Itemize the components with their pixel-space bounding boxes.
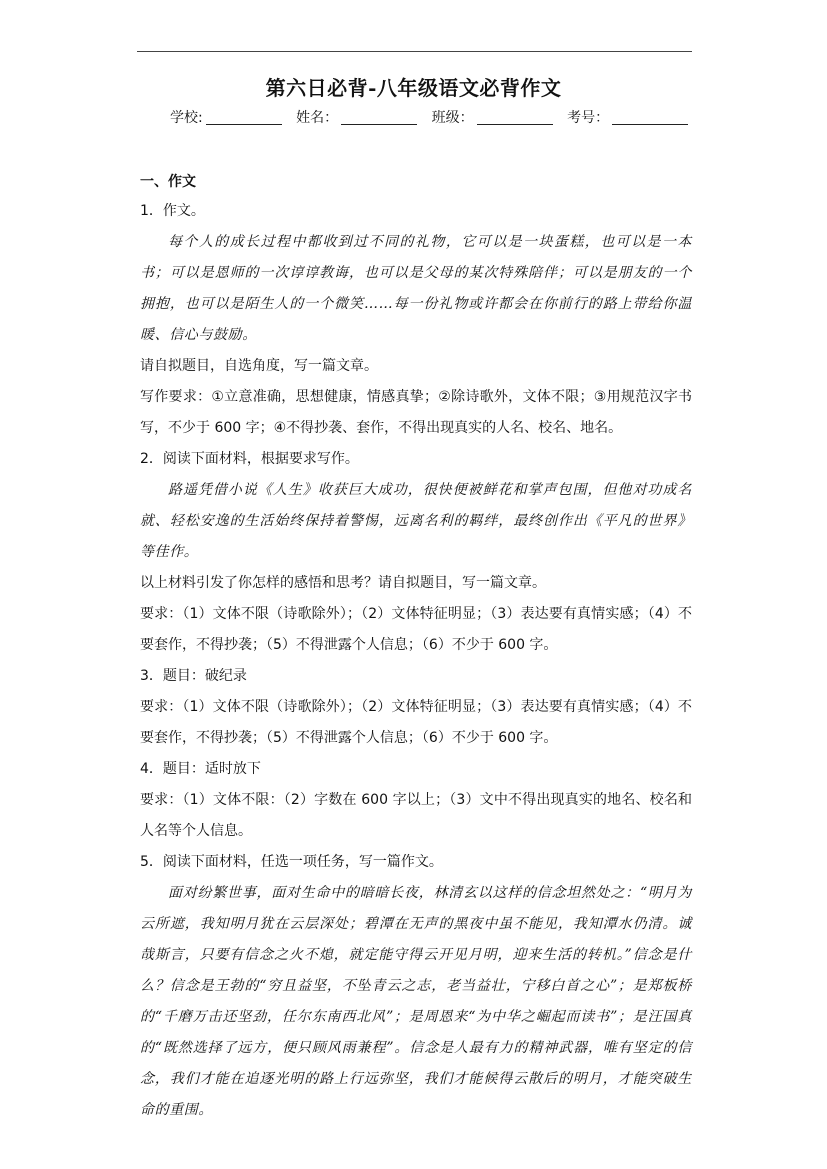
question-2-label: 2．阅读下面材料，根据要求写作。 [140, 451, 359, 467]
school-field [170, 107, 282, 127]
question-1-requirements: 写作要求：①立意准确，思想健康，情感真挚；②除诗歌外，文体不限；③用规范汉字书写，不少于 600 字；④不得抄袭、套作，不得出现真实的人名、校名、地名。 [140, 389, 692, 436]
question-2-instruction: 以上材料引发了你怎样的感悟和思考？请自拟题目，写一篇文章。 [140, 575, 546, 591]
exam-number-label: 考号： [567, 110, 610, 126]
class-field [432, 107, 553, 127]
question-1-instruction: 请自拟题目，自选角度，写一篇文章。 [140, 358, 378, 374]
question-2-material: 路遥凭借小说《人生》收获巨大成功，很快便被鲜花和掌声包围，但他对功成名就、轻松安逸的生活始终保持着警惕，远离名利的羁绊，最终创作出《平凡的世界》等佳作。 [140, 482, 692, 560]
name-blank[interactable] [341, 110, 417, 125]
name-field [296, 107, 417, 127]
exam-number-field [567, 107, 688, 127]
question-5-material: 面对纷繁世事，面对生命中的暗暗长夜，林清玄以这样的信念坦然处之：“明月为云所遮，我知明月犹在云层深处；碧潭在无声的黑夜中虽不能见，我知潭水仍清。诚哉斯言，只要有信念之火不熄，就定能守得云开见月明，迎来生活的转机。”信念是什么？信念是王勃的“穷且益坚，不坠青云之志，老当益壮，宁移白首之心”；是郑板桥的“千磨万击还坚劲，任尔东南西北风”；是周恩来“为中华之崛起而读书”；是汪国真的“既然选择了远方，便只顾风雨兼程”。信念是人最有力的精神武器，唯有坚定的信念，我们才能在追逐光明的路上行远弥坚，我们才能候得云散后的明月，才能突破生命的重围。 [140, 885, 692, 1118]
document-body [140, 168, 692, 1126]
question-5-label: 5．阅读下面材料，任选一项任务，写一篇作文。 [140, 854, 443, 870]
page-title: 第六日必背-八年级语文必背作文 [265, 76, 562, 100]
header-rule [137, 51, 692, 52]
school-blank[interactable] [206, 110, 282, 125]
question-4-label: 4．题目：适时放下 [140, 761, 261, 777]
class-label: 班级： [431, 110, 474, 126]
section-heading: 一、作文 [140, 174, 196, 190]
question-1-label: 1．作文。 [140, 203, 205, 219]
student-info-row [170, 107, 698, 127]
exam-number-blank[interactable] [612, 110, 688, 125]
question-4-requirements: 要求：（1）文体不限：（2）字数在 600 字以上；（3）文中不得出现真实的地名、校名和人名等个人信息。 [140, 792, 692, 839]
school-label: 学校: [170, 110, 203, 126]
class-blank[interactable] [477, 110, 553, 125]
question-3-label: 3．题目：破纪录 [140, 668, 247, 684]
question-3-requirements: 要求：（1）文体不限（诗歌除外）；（2）文体特征明显；（3）表达要有真情实感；（4）不要套作，不得抄袭；（5）不得泄露个人信息；（6）不少于 600 字。 [140, 699, 692, 746]
question-1-material: 每个人的成长过程中都收到过不同的礼物，它可以是一块蛋糕，也可以是一本书；可以是恩师的一次谆谆教诲，也可以是父母的某次特殊陪伴；可以是朋友的一个拥抱，也可以是陌生人的一个微笑……每一份礼物或许都会在你前行的路上带给你温暖、信心与鼓励。 [140, 234, 692, 343]
name-label: 姓名： [296, 110, 339, 126]
question-2-requirements: 要求：（1）文体不限（诗歌除外）；（2）文体特征明显；（3）表达要有真情实感；（4）不要套作，不得抄袭；（5）不得泄露个人信息；（6）不少于 600 字。 [140, 606, 692, 653]
